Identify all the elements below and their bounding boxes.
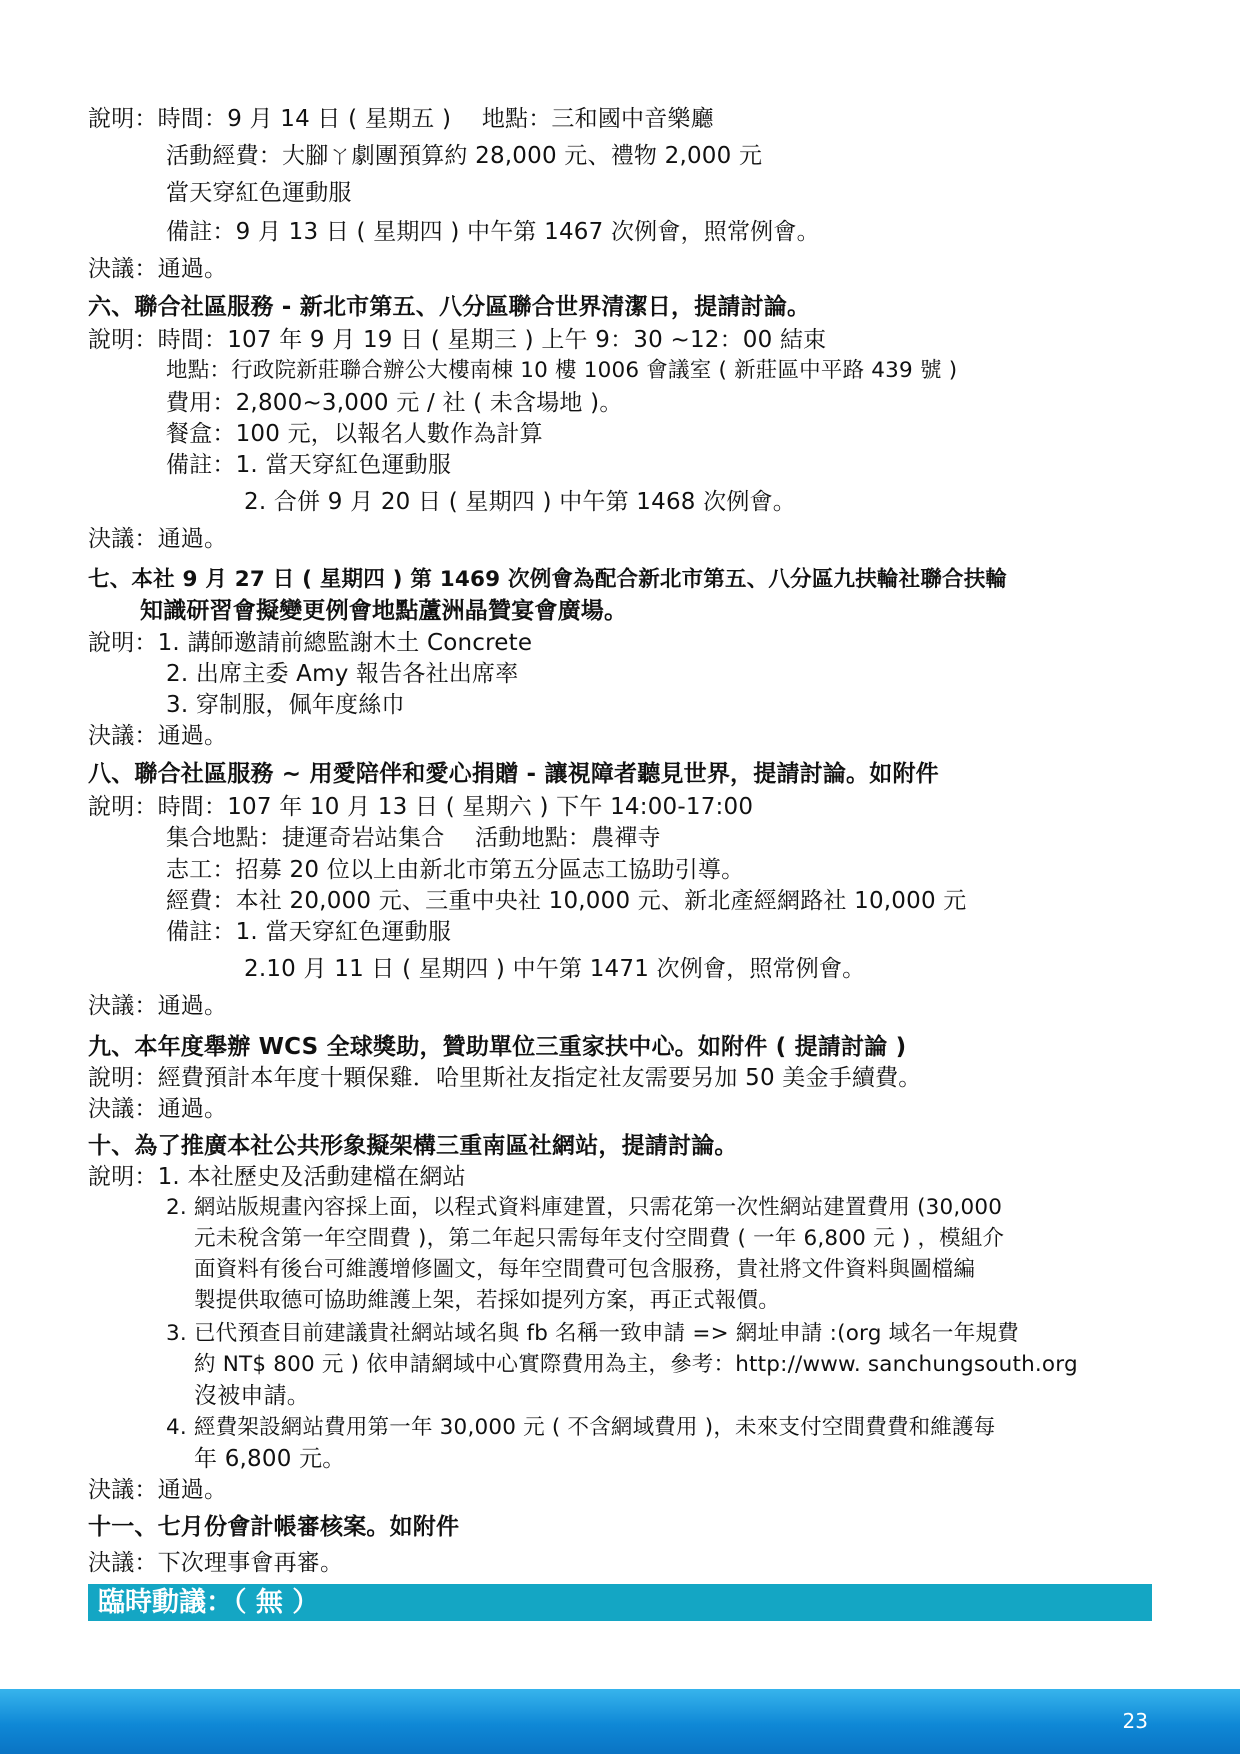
- page-footer: [0, 1689, 1240, 1754]
- text-line: 約 NT$ 800 元 ) 依申請網域中心實際費用為主，參考：http://www. sanchungsouth.org: [194, 1352, 1078, 1377]
- section-banner-title: 臨時動議：（ 無 ）: [98, 1587, 320, 1618]
- text-line: 備註：1. 當天穿紅色運動服: [166, 452, 452, 478]
- agenda-item-heading: 六、聯合社區服務 - 新北市第五、八分區聯合世界清潔日，提請討論。: [88, 294, 811, 320]
- text-line: 備註：9 月 13 日 ( 星期四 ) 中午第 1467 次例會，照常例會。: [166, 219, 820, 245]
- text-line: 當天穿紅色運動服: [166, 180, 352, 206]
- resolution-line: 決議：通過。: [88, 256, 228, 282]
- text-line: 元未稅含第一年空間費 )，第二年起只需每年支付空間費 ( 一年 6,800 元 ) ，模組介: [194, 1226, 1005, 1251]
- text-line: 活動經費：大腳ㄚ劇團預算約 28,000 元、禮物 2,000 元: [166, 143, 763, 169]
- text-line: 餐盒：100 元，以報名人數作為計算: [166, 421, 543, 447]
- text-line: 費用：2,800~3,000 元 / 社 ( 未含場地 )。: [166, 390, 623, 416]
- text-line: 年 6,800 元。: [194, 1446, 346, 1472]
- text-line: 說明：1. 本社歷史及活動建檔在網站: [88, 1164, 466, 1190]
- agenda-item-heading: 九、本年度舉辦 WCS 全球獎助，贊助單位三重家扶中心。如附件 ( 提請討論 ): [88, 1034, 907, 1060]
- page-number: 23: [1122, 1709, 1148, 1733]
- text-line: 沒被申請。: [194, 1383, 310, 1409]
- resolution-line: 決議：通過。: [88, 1477, 228, 1503]
- text-line: 2.10 月 11 日 ( 星期四 ) 中午第 1471 次例會，照常例會。: [244, 956, 866, 982]
- text-line: 2. 合併 9 月 20 日 ( 星期四 ) 中午第 1468 次例會。: [244, 489, 796, 515]
- text-line: 製提供取德可協助維護上架，若採如提列方案，再正式報價。: [194, 1288, 780, 1313]
- text-line: 說明：時間：107 年 10 月 13 日 ( 星期六 ) 下午 14:00-17:00: [88, 794, 754, 820]
- resolution-line: 決議：通過。: [88, 723, 228, 749]
- text-line: 面資料有後台可維護增修圖文，每年空間費可包含服務，貴社將文件資料與圖檔編: [194, 1257, 976, 1282]
- text-line: 2. 出席主委 Amy 報告各社出席率: [166, 661, 519, 687]
- text-line: 地點：行政院新莊聯合辦公大樓南棟 10 樓 1006 會議室 ( 新莊區中平路 439 號 ): [166, 358, 958, 383]
- resolution-line: 決議：下次理事會再審。: [88, 1550, 344, 1576]
- text-line: 說明：時間：9 月 14 日 ( 星期五 ) 地點：三和國中音樂廳: [88, 106, 714, 132]
- text-line: 4. 經費架設網站費用第一年 30,000 元 ( 不含網域費用 )，未來支付空間費費和維護每: [166, 1415, 996, 1440]
- text-line: 說明：1. 講師邀請前總監謝木土 Concrete: [88, 630, 533, 656]
- section-banner: [88, 1584, 1152, 1621]
- text-line: 志工：招募 20 位以上由新北市第五分區志工協助引導。: [166, 857, 745, 883]
- agenda-item-heading: 知識研習會擬變更例會地點蘆洲晶贊宴會廣場。: [140, 598, 628, 624]
- text-line: 集合地點：捷運奇岩站集合 活動地點：農禪寺: [166, 825, 661, 851]
- agenda-item-heading: 十一、七月份會計帳審核案。如附件: [88, 1514, 460, 1540]
- text-line: 3. 已代預查目前建議貴社網站域名與 fb 名稱一致申請 => 網址申請 :(org 域名一年規費: [166, 1321, 1019, 1346]
- agenda-item-heading: 七、本社 9 月 27 日 ( 星期四 ) 第 1469 次例會為配合新北市第五、八分區九扶輪社聯合扶輪: [88, 567, 1008, 592]
- agenda-item-heading: 八、聯合社區服務 ~ 用愛陪伴和愛心捐贈 - 讓視障者聽見世界，提請討論。如附件: [88, 761, 939, 787]
- resolution-line: 決議：通過。: [88, 993, 228, 1019]
- text-line: 說明：時間：107 年 9 月 19 日 ( 星期三 ) 上午 9：30 ~12：00 結束: [88, 327, 827, 353]
- text-line: 3. 穿制服，佩年度絲巾: [166, 692, 405, 718]
- text-line: 經費：本社 20,000 元、三重中央社 10,000 元、新北產經網路社 10,000 元: [166, 888, 967, 914]
- text-line: 說明：經費預計本年度十顆保雞．哈里斯社友指定社友需要另加 50 美金手續費。: [88, 1065, 922, 1091]
- resolution-line: 決議：通過。: [88, 526, 228, 552]
- text-line: 備註：1. 當天穿紅色運動服: [166, 919, 452, 945]
- text-line: 2. 網站版規畫內容採上面，以程式資料庫建置，只需花第一次性網站建置費用 (30,000: [166, 1195, 1003, 1220]
- agenda-item-heading: 十、為了推廣本社公共形象擬架構三重南區社網站，提請討論。: [88, 1133, 738, 1159]
- resolution-line: 決議：通過。: [88, 1096, 228, 1122]
